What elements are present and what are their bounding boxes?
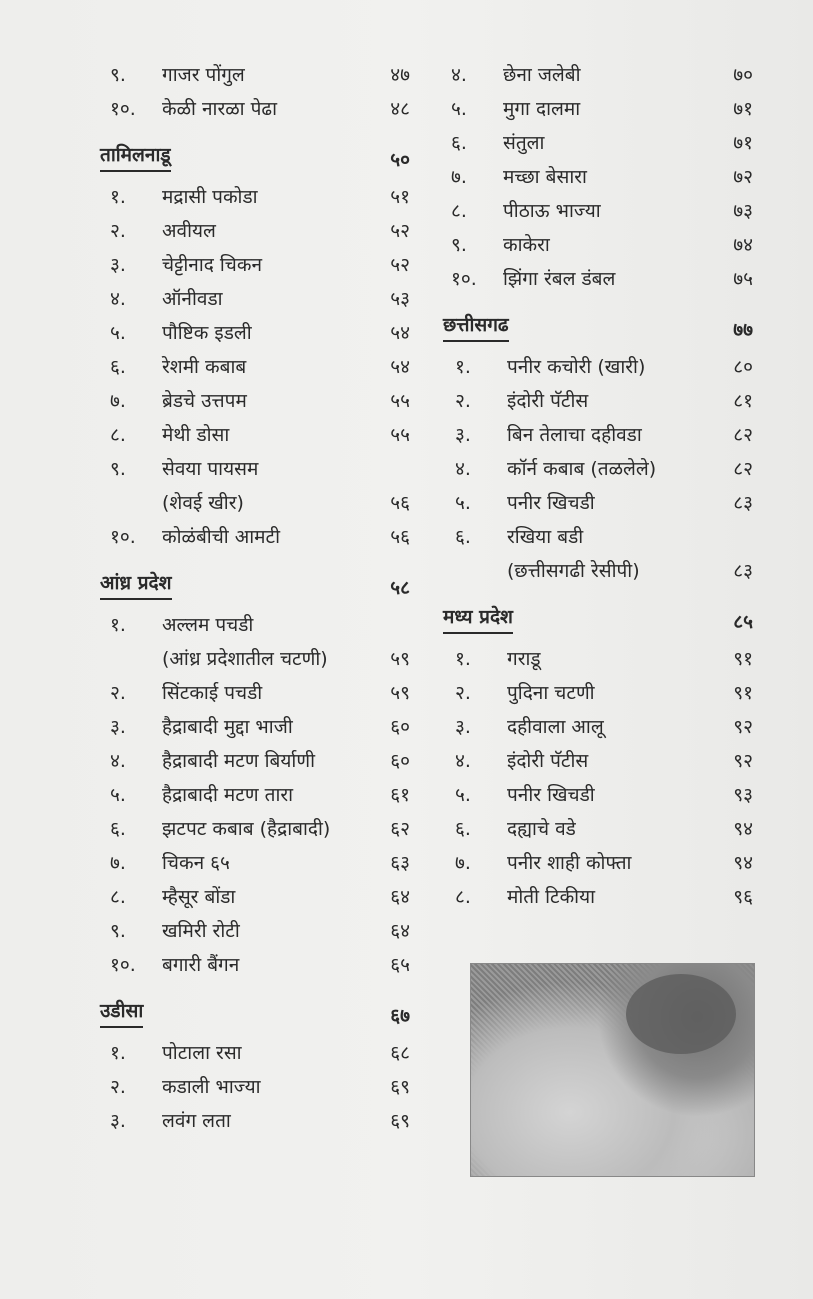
entry-number: ८. bbox=[110, 424, 126, 446]
entry-number: ६. bbox=[455, 818, 471, 840]
toc-entry bbox=[455, 812, 753, 846]
entry-title: खमिरी रोटी bbox=[162, 920, 240, 942]
entry-page: ६९ bbox=[390, 1110, 410, 1132]
entry-page: ६२ bbox=[390, 818, 410, 840]
entry-title: पनीर कचोरी (खारी) bbox=[507, 356, 646, 378]
toc-entry bbox=[110, 384, 410, 418]
entry-page: ८३ bbox=[733, 560, 753, 582]
toc-entry bbox=[110, 1070, 410, 1104]
entry-number: ३. bbox=[110, 1110, 126, 1132]
toc-entry bbox=[110, 92, 410, 126]
toc-entry bbox=[110, 180, 410, 214]
entry-title: झिंगा रंबल डंबल bbox=[503, 268, 616, 290]
entry-title: केळी नारळा पेढा bbox=[162, 98, 278, 120]
entry-page: ६४ bbox=[390, 920, 410, 942]
entry-page: ८१ bbox=[733, 390, 753, 412]
entry-title: पौष्टिक इडली bbox=[162, 322, 252, 344]
entry-number: १०. bbox=[110, 954, 136, 976]
toc-entry bbox=[110, 948, 410, 982]
entry-number: ८. bbox=[451, 200, 467, 222]
entry-title: रेशमी कबाब bbox=[162, 356, 247, 378]
entry-page: ५६ bbox=[390, 492, 410, 514]
toc-entry bbox=[110, 452, 410, 486]
entry-page: ६८ bbox=[390, 1042, 410, 1064]
entry-page: ५९ bbox=[390, 648, 410, 670]
toc-entry bbox=[451, 228, 753, 262]
entry-title: इंदोरी पॅटीस bbox=[507, 390, 589, 412]
section-page: ८५ bbox=[733, 611, 753, 633]
entry-page: ४७ bbox=[390, 64, 410, 86]
entry-title: बगारी बैंगन bbox=[162, 954, 240, 976]
entry-page: ८३ bbox=[733, 492, 753, 514]
entry-page: ७५ bbox=[733, 268, 753, 290]
entry-number: १. bbox=[455, 356, 471, 378]
toc-entry bbox=[451, 160, 753, 194]
entry-number: ८. bbox=[455, 886, 471, 908]
entry-number: १०. bbox=[110, 526, 136, 548]
entry-page: ९४ bbox=[733, 852, 753, 874]
section-name: उडीसा bbox=[100, 996, 143, 1028]
entry-page: ५६ bbox=[390, 526, 410, 548]
entry-page: ५४ bbox=[390, 322, 410, 344]
entry-number: ७. bbox=[451, 166, 467, 188]
entry-title: पनीर शाही कोफ्ता bbox=[507, 852, 632, 874]
entry-page: ९१ bbox=[733, 682, 753, 704]
entry-page: ५४ bbox=[390, 356, 410, 378]
entry-page: ६३ bbox=[390, 852, 410, 874]
toc-entry bbox=[455, 350, 753, 384]
toc-entry bbox=[455, 846, 753, 880]
section-name: आंध्र प्रदेश bbox=[100, 568, 172, 600]
entry-number: ४. bbox=[110, 750, 126, 772]
entry-number: ५. bbox=[455, 784, 471, 806]
entry-number: ८. bbox=[110, 886, 126, 908]
entry-title: ब्रेडचे उत्तपम bbox=[162, 390, 247, 412]
section-name: मध्य प्रदेश bbox=[443, 602, 513, 634]
entry-number: ६. bbox=[110, 356, 126, 378]
toc-entry bbox=[455, 452, 753, 486]
section-page: ७७ bbox=[733, 319, 753, 341]
entry-number: ९. bbox=[110, 458, 126, 480]
section-name: छत्तीसगढ bbox=[443, 310, 509, 342]
entry-title: (आंध्र प्रदेशातील चटणी) bbox=[162, 648, 328, 670]
entry-page: ९३ bbox=[733, 784, 753, 806]
entry-title: पुदिना चटणी bbox=[507, 682, 595, 704]
toc-entry bbox=[455, 520, 753, 554]
toc-entry bbox=[110, 248, 410, 282]
entry-title: हैद्राबादी मटण बिर्याणी bbox=[162, 750, 316, 772]
entry-number: ३. bbox=[455, 716, 471, 738]
toc-entry bbox=[110, 1036, 410, 1070]
entry-page: ६० bbox=[390, 750, 410, 772]
toc-entry bbox=[455, 744, 753, 778]
entry-page: ८२ bbox=[733, 424, 753, 446]
toc-entry bbox=[110, 58, 410, 92]
entry-title: संतुला bbox=[503, 132, 545, 154]
entry-page: ५९ bbox=[390, 682, 410, 704]
section-page: ५८ bbox=[390, 577, 410, 599]
entry-title: म्हैसूर बोंडा bbox=[162, 886, 236, 908]
entry-title: कडाली भाज्या bbox=[162, 1076, 261, 1098]
entry-title: कॉर्न कबाब (तळलेले) bbox=[507, 458, 657, 480]
section-heading bbox=[100, 140, 410, 180]
entry-title: झटपट कबाब (हैद्राबादी) bbox=[162, 818, 331, 840]
toc-entry bbox=[110, 350, 410, 384]
toc-entry bbox=[110, 520, 410, 554]
entry-page: ५२ bbox=[390, 220, 410, 242]
entry-title: मेथी डोसा bbox=[162, 424, 230, 446]
toc-entry bbox=[455, 384, 753, 418]
entry-number: २. bbox=[455, 390, 471, 412]
entry-number: ५. bbox=[110, 784, 126, 806]
toc-entry bbox=[455, 418, 753, 452]
entry-title: (छत्तीसगढी रेसीपी) bbox=[507, 560, 640, 582]
entry-page: ९२ bbox=[733, 716, 753, 738]
entry-number: १. bbox=[110, 614, 126, 636]
section-heading bbox=[443, 310, 753, 350]
entry-number: १०. bbox=[451, 268, 477, 290]
entry-title: लवंग लता bbox=[162, 1110, 231, 1132]
entry-page: ६० bbox=[390, 716, 410, 738]
entry-page: ४८ bbox=[390, 98, 410, 120]
toc-entry bbox=[455, 554, 753, 588]
entry-number: ७. bbox=[110, 390, 126, 412]
section-page: ६७ bbox=[390, 1005, 410, 1027]
food-photo bbox=[470, 963, 755, 1177]
toc-entry bbox=[110, 282, 410, 316]
entry-title: काकेरा bbox=[503, 234, 550, 256]
entry-number: ४. bbox=[110, 288, 126, 310]
toc-entry bbox=[110, 642, 410, 676]
entry-title: मच्छा बेसारा bbox=[503, 166, 587, 188]
toc-entry bbox=[451, 92, 753, 126]
section-page: ५० bbox=[390, 149, 410, 171]
entry-title: सिंटकाई पचडी bbox=[162, 682, 263, 704]
toc-entry bbox=[110, 486, 410, 520]
toc-entry bbox=[110, 812, 410, 846]
entry-page: ७२ bbox=[733, 166, 753, 188]
entry-page: ६४ bbox=[390, 886, 410, 908]
entry-page: ६९ bbox=[390, 1076, 410, 1098]
toc-entry bbox=[110, 608, 410, 642]
entry-title: छेना जलेबी bbox=[503, 64, 581, 86]
entry-page: ५५ bbox=[390, 424, 410, 446]
toc-left-column bbox=[100, 58, 410, 1138]
entry-title: पनीर खिचडी bbox=[507, 492, 595, 514]
section-heading bbox=[443, 602, 753, 642]
toc-entry bbox=[110, 710, 410, 744]
toc-entry bbox=[451, 262, 753, 296]
entry-page: ८२ bbox=[733, 458, 753, 480]
entry-number: ५. bbox=[455, 492, 471, 514]
toc-entry bbox=[110, 418, 410, 452]
toc-entry bbox=[110, 778, 410, 812]
entry-title: पीठाऊ भाज्या bbox=[503, 200, 601, 222]
entry-title: मद्रासी पकोडा bbox=[162, 186, 258, 208]
entry-page: ७४ bbox=[733, 234, 753, 256]
entry-title: मोती टिकीया bbox=[507, 886, 596, 908]
entry-title: गाजर पोंगुल bbox=[162, 64, 245, 86]
entry-number: ४. bbox=[451, 64, 467, 86]
entry-title: पोटाला रसा bbox=[162, 1042, 242, 1064]
toc-entry bbox=[110, 316, 410, 350]
toc-entry bbox=[451, 58, 753, 92]
entry-title: पनीर खिचडी bbox=[507, 784, 595, 806]
toc-entry bbox=[451, 194, 753, 228]
toc-entry bbox=[455, 710, 753, 744]
toc-right-column bbox=[443, 58, 753, 914]
entry-title: चेट्टीनाद चिकन bbox=[162, 254, 262, 276]
entry-number: ७. bbox=[110, 852, 126, 874]
entry-page: ७० bbox=[733, 64, 753, 86]
entry-number: ३. bbox=[110, 254, 126, 276]
entry-number: १. bbox=[110, 1042, 126, 1064]
entry-title: कोळंबीची आमटी bbox=[162, 526, 281, 548]
entry-page: ९६ bbox=[733, 886, 753, 908]
entry-number: ३. bbox=[455, 424, 471, 446]
toc-entry bbox=[110, 214, 410, 248]
entry-page: ५२ bbox=[390, 254, 410, 276]
entry-number: २. bbox=[110, 682, 126, 704]
entry-title: गराडू bbox=[507, 648, 541, 670]
entry-page: ७१ bbox=[733, 132, 753, 154]
entry-title: मुगा दालमा bbox=[503, 98, 581, 120]
section-heading bbox=[100, 568, 410, 608]
entry-number: १. bbox=[110, 186, 126, 208]
toc-entry bbox=[455, 642, 753, 676]
entry-page: ९२ bbox=[733, 750, 753, 772]
entry-number: ९. bbox=[451, 234, 467, 256]
entry-title: हैद्राबादी मुद्दा भाजी bbox=[162, 716, 293, 738]
entry-title: चिकन ६५ bbox=[162, 852, 230, 874]
entry-number: ९. bbox=[110, 64, 126, 86]
entry-page: ५१ bbox=[390, 186, 410, 208]
toc-entry bbox=[451, 126, 753, 160]
entry-page: ७१ bbox=[733, 98, 753, 120]
entry-page: ७३ bbox=[733, 200, 753, 222]
section-name: तामिलनाडू bbox=[100, 140, 171, 172]
entry-number: ५. bbox=[451, 98, 467, 120]
entry-title: अल्लम पचडी bbox=[162, 614, 254, 636]
entry-number: १०. bbox=[110, 98, 136, 120]
entry-title: इंदोरी पॅटीस bbox=[507, 750, 589, 772]
entry-number: ६. bbox=[451, 132, 467, 154]
toc-entry bbox=[110, 846, 410, 880]
entry-number: ३. bbox=[110, 716, 126, 738]
entry-title: सेवया पायसम bbox=[162, 458, 259, 480]
entry-number: २. bbox=[110, 220, 126, 242]
entry-title: हैद्राबादी मटण तारा bbox=[162, 784, 294, 806]
toc-entry bbox=[110, 1104, 410, 1138]
entry-number: ६. bbox=[110, 818, 126, 840]
entry-title: (शेवई खीर) bbox=[162, 492, 244, 514]
entry-page: ५५ bbox=[390, 390, 410, 412]
entry-title: दह्याचे वडे bbox=[507, 818, 576, 840]
entry-number: २. bbox=[110, 1076, 126, 1098]
toc-entry bbox=[110, 914, 410, 948]
entry-number: २. bbox=[455, 682, 471, 704]
entry-number: ४. bbox=[455, 458, 471, 480]
toc-entry bbox=[455, 486, 753, 520]
toc-entry bbox=[110, 676, 410, 710]
entry-page: ६५ bbox=[390, 954, 410, 976]
toc-entry bbox=[455, 880, 753, 914]
entry-number: १. bbox=[455, 648, 471, 670]
entry-number: ९. bbox=[110, 920, 126, 942]
toc-entry bbox=[455, 778, 753, 812]
entry-number: ६. bbox=[455, 526, 471, 548]
entry-title: बिन तेलाचा दहीवडा bbox=[507, 424, 642, 446]
entry-page: ५३ bbox=[390, 288, 410, 310]
toc-entry bbox=[110, 744, 410, 778]
entry-page: ८० bbox=[733, 356, 753, 378]
entry-number: ४. bbox=[455, 750, 471, 772]
entry-page: ९१ bbox=[733, 648, 753, 670]
entry-page: ९४ bbox=[733, 818, 753, 840]
entry-page: ६१ bbox=[390, 784, 410, 806]
entry-number: ७. bbox=[455, 852, 471, 874]
entry-title: दहीवाला आलू bbox=[507, 716, 604, 738]
entry-title: रखिया बडी bbox=[507, 526, 584, 548]
toc-entry bbox=[110, 880, 410, 914]
entry-number: ५. bbox=[110, 322, 126, 344]
entry-title: अवीयल bbox=[162, 220, 216, 242]
section-heading bbox=[100, 996, 410, 1036]
entry-title: ऑनीवडा bbox=[162, 288, 223, 310]
toc-entry bbox=[455, 676, 753, 710]
